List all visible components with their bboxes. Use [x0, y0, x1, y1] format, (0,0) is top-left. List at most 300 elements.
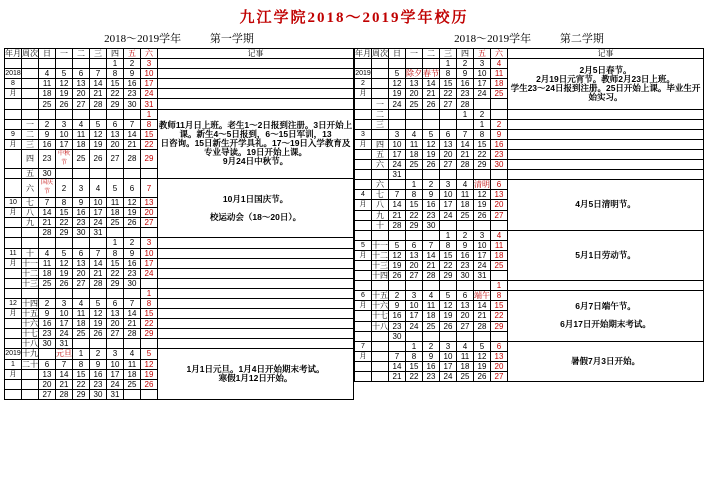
week-number-cell: 十三 [372, 261, 388, 271]
day-cell: 28 [457, 99, 474, 109]
day-cell [107, 109, 124, 119]
week-number-cell: 十六 [22, 319, 38, 329]
day-cell: 21 [457, 149, 474, 159]
month-cell: 月 [5, 89, 22, 99]
day-cell [406, 230, 423, 240]
day-cell: 15 [440, 250, 457, 260]
day-cell: 17 [141, 79, 158, 89]
week-number-cell [372, 69, 389, 79]
week-number-cell [22, 109, 39, 119]
note-line: 6月17日开始期末考试。 [560, 319, 651, 330]
day-cell: 3 [73, 179, 90, 198]
day-cell: 30 [39, 168, 56, 178]
day-cell: 6 [491, 180, 508, 190]
day-cell: 31 [56, 339, 73, 349]
day-cell: 22 [440, 89, 457, 99]
week-number-cell [22, 59, 39, 69]
day-cell [423, 230, 440, 240]
day-cell: 23 [491, 149, 508, 159]
note-line: 1月1日元旦。1月4日开始期末考试。 [186, 364, 325, 375]
day-cell [90, 339, 107, 349]
col-header-day-1: 一 [406, 49, 423, 59]
day-cell: 25 [73, 329, 90, 339]
week-number-cell [22, 99, 39, 109]
day-cell: 18 [124, 369, 141, 379]
month-cell [355, 372, 372, 382]
week-number-cell: 八 [22, 208, 39, 218]
day-cell: 20 [73, 268, 90, 278]
month-cell [5, 179, 22, 198]
day-cell: 9 [90, 359, 107, 369]
day-cell: 29 [107, 99, 124, 109]
day-cell [107, 168, 124, 178]
day-cell: 15 [141, 309, 158, 319]
day-cell [141, 389, 158, 399]
day-cell: 18 [457, 361, 474, 371]
day-cell: 5 [90, 298, 107, 308]
day-cell [56, 59, 73, 69]
day-cell: 2 [457, 59, 474, 69]
day-cell: 16 [90, 369, 107, 379]
day-cell: 23 [73, 218, 90, 228]
day-cell: 4 [423, 291, 440, 301]
day-cell: 4 [124, 349, 141, 359]
day-cell: 22 [107, 268, 124, 278]
col-header-day-0: 日 [39, 49, 56, 59]
day-cell: 31 [389, 170, 406, 180]
day-cell: 12 [474, 351, 491, 361]
notes-cell-empty [158, 89, 354, 99]
day-cell: 2 [423, 180, 440, 190]
day-cell: 15 [107, 258, 124, 268]
day-cell: 24 [141, 268, 158, 278]
month-cell: 月 [355, 89, 372, 99]
day-cell: 22 [406, 372, 423, 382]
month-cell [355, 170, 372, 180]
day-cell [491, 331, 508, 341]
notes-cell-empty [158, 79, 354, 89]
week-number-cell: 十七 [22, 329, 38, 339]
day-cell: 7 [124, 298, 141, 308]
day-cell: 20 [107, 319, 124, 329]
day-cell: 5 [90, 119, 107, 129]
calendar-week-row [5, 349, 354, 359]
day-cell: 23 [39, 149, 56, 168]
day-cell: 18 [73, 139, 90, 149]
day-cell: 27 [440, 99, 457, 109]
week-number-cell: 三 [22, 139, 39, 149]
day-cell: 11 [457, 351, 474, 361]
day-cell: 1 [73, 349, 90, 359]
day-cell: 9 [389, 301, 406, 311]
day-cell: 18 [39, 268, 56, 278]
day-cell [73, 339, 90, 349]
day-cell: 27 [73, 99, 90, 109]
notes-cell-empty [158, 329, 354, 339]
day-cell: 11 [39, 258, 56, 268]
day-cell: 14 [423, 250, 440, 260]
day-cell: 19 [141, 369, 158, 379]
notes-cell [158, 109, 354, 178]
month-cell: 6 [355, 291, 372, 301]
day-cell: 11 [491, 240, 508, 250]
day-cell: 24 [474, 260, 491, 270]
day-cell [39, 349, 56, 359]
month-cell: 9 [5, 129, 22, 139]
calendar-week-row [5, 288, 354, 298]
week-number-cell [372, 351, 389, 361]
notes-cell-empty [158, 248, 354, 258]
day-cell: 7 [124, 119, 141, 129]
day-cell: 29 [141, 329, 158, 339]
day-cell: 15 [491, 301, 508, 311]
notes-cell-empty [158, 278, 354, 288]
day-cell: 4 [90, 179, 107, 198]
notes-cell-empty [158, 59, 354, 69]
col-header-notes: 记事 [508, 49, 704, 59]
day-cell [389, 230, 406, 240]
notes-cell-empty [508, 129, 704, 139]
day-cell: 17 [107, 369, 124, 379]
day-cell [141, 168, 158, 178]
day-cell: 10 [141, 69, 158, 79]
day-cell: 12 [389, 79, 406, 89]
day-cell: 8 [406, 351, 423, 361]
month-cell [5, 379, 22, 389]
week-number-cell: 十七 [372, 311, 388, 321]
day-cell: 19 [389, 260, 406, 270]
day-cell: 3 [389, 129, 406, 139]
day-cell: 端午 [474, 291, 490, 301]
day-cell: 24 [389, 99, 406, 109]
month-cell [5, 218, 22, 228]
day-cell: 17 [440, 361, 457, 371]
day-cell: 23 [389, 321, 406, 331]
day-cell [124, 168, 141, 178]
calendar-week-row [5, 319, 354, 329]
day-cell: 8 [73, 359, 90, 369]
day-cell: 1 [141, 288, 158, 298]
day-cell: 30 [73, 228, 90, 238]
day-cell: 8 [491, 291, 508, 301]
day-cell: 19 [90, 139, 107, 149]
month-cell: 2019 [355, 70, 371, 78]
day-cell: 10 [440, 190, 457, 200]
day-cell: 3 [141, 59, 158, 69]
day-cell: 9 [39, 309, 56, 319]
day-cell: 4 [491, 59, 508, 69]
day-cell: 7 [457, 129, 474, 139]
day-cell: 9 [491, 129, 508, 139]
month-cell [355, 321, 372, 331]
col-header-day-6: 六 [141, 49, 158, 59]
day-cell: 9 [423, 351, 440, 361]
notes-cell [508, 291, 704, 341]
week-number-cell [372, 129, 389, 139]
day-cell: 18 [457, 200, 474, 210]
day-cell [440, 170, 457, 180]
day-cell [389, 281, 406, 291]
month-cell [355, 210, 372, 220]
day-cell: 12 [474, 190, 491, 200]
day-cell: 8 [107, 248, 124, 258]
day-cell: 16 [124, 258, 141, 268]
day-cell: 2 [90, 349, 107, 359]
month-cell [5, 99, 22, 109]
day-cell: 27 [141, 218, 158, 228]
day-cell [423, 119, 440, 129]
semester-1-year: 2018～2019学年 [104, 33, 182, 45]
day-cell: 2 [56, 179, 73, 198]
day-cell: 11 [124, 359, 141, 369]
day-cell: 15 [406, 200, 423, 210]
week-number-cell [22, 79, 39, 89]
day-cell: 20 [440, 149, 457, 159]
month-cell: 8 [5, 79, 22, 89]
week-number-cell: 二 [372, 109, 389, 119]
day-cell: 23 [90, 379, 107, 389]
day-cell [124, 228, 141, 238]
calendar-week-row [5, 309, 354, 319]
semester-2-header [354, 30, 704, 46]
day-cell [56, 109, 73, 119]
day-cell [39, 288, 56, 298]
week-number-cell: 十六 [372, 301, 388, 311]
notes-cell-empty [158, 258, 354, 268]
month-cell [5, 119, 22, 129]
day-cell: 13 [406, 250, 423, 260]
day-cell: 1 [406, 180, 423, 190]
day-cell: 11 [73, 309, 90, 319]
day-cell [474, 99, 491, 109]
col-header-week: 周次 [22, 49, 38, 59]
day-cell [141, 278, 158, 288]
calendar-week-row [5, 298, 354, 308]
day-cell: 1 [440, 59, 457, 69]
week-number-cell: 十一 [22, 258, 38, 268]
day-cell: 7 [141, 179, 158, 198]
day-cell: 6 [39, 359, 56, 369]
day-cell [73, 168, 90, 178]
day-cell: 6 [107, 119, 124, 129]
day-cell: 19 [124, 208, 141, 218]
day-cell: 23 [124, 89, 141, 99]
day-cell: 15 [440, 79, 457, 89]
day-cell: 10 [56, 129, 73, 139]
day-cell [39, 109, 56, 119]
calendar-week-row [355, 109, 704, 119]
semester-1-table [4, 48, 354, 400]
month-cell: 月 [5, 309, 22, 319]
month-cell [355, 260, 372, 270]
day-cell: 7 [90, 69, 107, 79]
day-cell: 6 [124, 179, 141, 198]
day-cell: 7 [423, 240, 440, 250]
month-cell: 月 [355, 139, 372, 149]
day-cell: 13 [406, 79, 423, 89]
calendar-week-row [355, 230, 704, 240]
day-cell: 13 [73, 79, 90, 89]
month-cell: 10 [5, 198, 22, 208]
calendar-week-row [5, 258, 354, 268]
semester-1-body [5, 59, 354, 400]
day-cell: 14 [124, 309, 141, 319]
day-cell: 26 [423, 99, 440, 109]
day-cell: 19 [423, 149, 440, 159]
month-cell: 7 [355, 341, 372, 351]
day-cell: 22 [107, 89, 124, 99]
month-cell: 3 [355, 129, 372, 139]
day-cell: 12 [90, 129, 107, 139]
day-cell: 7 [39, 198, 56, 208]
day-cell: 18 [39, 89, 56, 99]
day-cell: 27 [39, 389, 56, 399]
day-cell [141, 228, 158, 238]
day-cell: 29 [107, 278, 124, 288]
day-cell [474, 281, 491, 291]
day-cell: 13 [457, 301, 474, 311]
calendar-week-row [355, 129, 704, 139]
month-cell: 2018 [5, 70, 21, 78]
day-cell: 26 [474, 210, 491, 220]
day-cell [491, 220, 508, 230]
day-cell: 14 [474, 301, 491, 311]
month-cell [355, 361, 372, 371]
day-cell [124, 288, 141, 298]
day-cell [124, 339, 141, 349]
day-cell: 17 [440, 200, 457, 210]
day-cell: 8 [141, 119, 158, 129]
day-cell: 26 [440, 321, 457, 331]
day-cell: 22 [141, 139, 158, 149]
day-cell: 12 [141, 359, 158, 369]
notes-cell [158, 349, 354, 399]
day-cell: 31 [107, 389, 124, 399]
day-cell [491, 99, 508, 109]
day-cell [406, 119, 423, 129]
day-cell [107, 339, 124, 349]
day-cell: 7 [90, 248, 107, 258]
day-cell: 22 [141, 319, 158, 329]
week-number-cell [22, 389, 39, 399]
notes-cell-empty [158, 99, 354, 109]
week-number-cell: 二十 [22, 359, 38, 369]
day-cell: 21 [474, 311, 491, 321]
day-cell: 1 [491, 281, 508, 291]
week-number-cell: 十四 [372, 271, 388, 281]
day-cell: 9 [457, 69, 474, 79]
col-header-day-5: 五 [124, 49, 141, 59]
day-cell: 26 [474, 372, 491, 382]
day-cell: 15 [107, 79, 124, 89]
day-cell: 28 [474, 321, 491, 331]
week-number-cell: 九 [372, 210, 389, 220]
calendar-week-row [5, 179, 354, 198]
day-cell: 9 [39, 129, 56, 139]
week-number-cell: 八 [372, 200, 389, 210]
month-cell [5, 339, 22, 349]
month-cell [5, 149, 22, 168]
day-cell: 26 [389, 271, 406, 281]
notes-cell-empty [158, 339, 354, 349]
day-cell: 15 [141, 129, 158, 139]
day-cell: 19 [90, 319, 107, 329]
notes-cell-empty [158, 268, 354, 278]
semester-2-table [354, 48, 704, 382]
day-cell: 26 [90, 329, 107, 339]
calendar-week-row [5, 238, 354, 248]
calendar-week-row [5, 99, 354, 109]
notes-cell-empty [508, 139, 704, 149]
calendar-week-row [355, 281, 704, 291]
week-number-cell [22, 369, 39, 379]
day-cell: 7 [56, 359, 73, 369]
day-cell: 3 [107, 349, 124, 359]
day-cell: 16 [423, 200, 440, 210]
day-cell: 25 [491, 89, 508, 99]
note-line: 6月7日端午节。 [575, 301, 636, 312]
day-cell: 23 [39, 329, 56, 339]
week-number-cell [372, 361, 389, 371]
day-cell: 13 [107, 129, 124, 139]
day-cell [406, 170, 423, 180]
day-cell: 3 [474, 230, 491, 240]
month-cell [355, 180, 372, 190]
day-cell: 6 [73, 248, 90, 258]
col-header-day-1: 一 [56, 49, 73, 59]
day-cell [56, 238, 73, 248]
semesters-container [4, 30, 704, 400]
week-number-cell: 一 [372, 99, 389, 109]
week-number-cell [22, 288, 39, 298]
col-header-day-3: 三 [440, 49, 457, 59]
day-cell: 25 [39, 278, 56, 288]
day-cell: 21 [124, 139, 141, 149]
month-cell [355, 160, 372, 170]
day-cell [440, 281, 457, 291]
month-cell: 月 [355, 301, 372, 311]
note-line: 暑假7月3日开始。 [571, 355, 640, 366]
day-cell: 21 [56, 379, 73, 389]
day-cell [491, 170, 508, 180]
day-cell: 13 [141, 198, 158, 208]
day-cell: 22 [406, 210, 423, 220]
calendar-week-row [5, 268, 354, 278]
week-number-cell [372, 59, 389, 69]
day-cell: 2 [423, 341, 440, 351]
day-cell: 27 [457, 321, 474, 331]
day-cell: 28 [457, 160, 474, 170]
day-cell: 30 [457, 271, 474, 281]
day-cell: 4 [457, 341, 474, 351]
notes-cell-empty [508, 119, 704, 129]
day-cell: 20 [107, 139, 124, 149]
day-cell: 14 [389, 361, 406, 371]
day-cell: 16 [389, 311, 406, 321]
day-cell: 14 [389, 200, 406, 210]
week-number-cell: 五 [372, 149, 389, 159]
day-cell: 19 [389, 89, 406, 99]
day-cell: 20 [457, 311, 474, 321]
day-cell: 28 [423, 271, 440, 281]
day-cell: 29 [491, 321, 508, 331]
day-cell: 13 [39, 369, 56, 379]
day-cell: 14 [90, 79, 107, 89]
day-cell [73, 238, 90, 248]
week-number-cell: 十九 [22, 349, 38, 359]
month-cell [5, 278, 22, 288]
day-cell: 19 [56, 89, 73, 99]
